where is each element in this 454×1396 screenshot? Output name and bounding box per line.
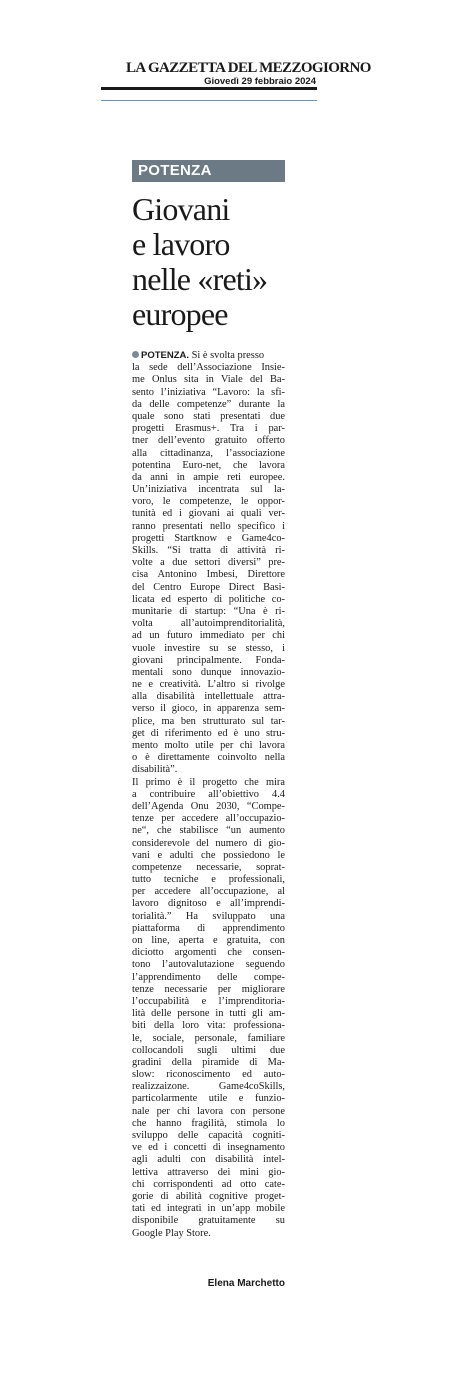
headline-line: e lavoro	[132, 226, 230, 262]
article-body-line: tenze necessarie per migliorare	[132, 983, 285, 995]
article-body-line: Skills. “Si tratta di attività ri-	[132, 545, 285, 556]
article-body-line: vani e adulti che possiedono le	[132, 849, 285, 861]
article-body-line	[132, 350, 285, 362]
article-body-line: tenze per accedere all’occupazio-	[132, 813, 285, 825]
article-body-line: l’occupabilità e l’imprenditoria-	[132, 995, 285, 1007]
article-body-line: giovani principalmente. Fonda-	[132, 654, 285, 666]
article-body-line: da anni in ampie reti europee.	[132, 471, 285, 483]
article-body-line: le, sociale, personale, familiare	[132, 1032, 285, 1044]
article-headline	[132, 192, 292, 332]
article-body-line: alla disabilità intellettuale attra-	[132, 691, 285, 703]
article-body-line: competenze necessarie, soprat-	[132, 861, 285, 873]
article-body-line: mentali sono dunque innovazio-	[132, 666, 285, 678]
headline-line: europee	[132, 296, 228, 332]
dateline-kicker: POTENZA.	[141, 350, 190, 361]
article-body-line: volta all’autoimprenditorialità,	[132, 618, 285, 630]
article-body-line: munitarie di startup: “Una è ri-	[132, 605, 285, 617]
article-body-line: la sede dell’Associazione Insie-	[132, 362, 285, 374]
article-body-line: dell’Agenda Onu 2030, “Compe-	[132, 800, 285, 812]
article-body-line: per accedere all’occupazione, al	[132, 886, 285, 898]
article-body	[132, 350, 285, 1240]
article-body-line: diciotto argomenti che consen-	[132, 947, 285, 959]
article-body-line: plice, ma ben strutturato sul tar-	[132, 715, 285, 727]
article-body-line: o è direttamente coinvolto nella	[132, 752, 285, 764]
article-body-line: collocandoli sugli ultimi due	[132, 1044, 285, 1056]
article-body-line: a contribuire all’obiettivo 4.4	[132, 788, 285, 800]
section-label: POTENZA	[138, 162, 212, 179]
article-body-line: l’apprendimento delle compe-	[132, 971, 285, 983]
publication-date: Giovedì 29 febbraio 2024	[204, 76, 316, 87]
article-body-line: biti della loro vita: professiona-	[132, 1020, 285, 1032]
article-body-line: sviluppo delle capacità cogniti-	[132, 1130, 285, 1141]
article-body-line: cisa Antonino Imbesi, Direttore	[132, 569, 285, 581]
article-body-line: disabilità”.	[132, 764, 178, 776]
article-body-line: Il primo è il progetto che mira	[132, 776, 285, 788]
article-body-line: vuole investire su se stesso, i	[132, 642, 285, 654]
article-body-line: lettiva attraverso dei mini gio-	[132, 1166, 285, 1178]
article-body-line: lità delle persone in tutti gli am-	[132, 1008, 285, 1020]
article-body-line: lavoro dignitoso e all’imprendi-	[132, 898, 285, 910]
article-body-line: get di riferimento ed è uno stru-	[132, 727, 285, 739]
article-body-line: particolarmente utile e funzio-	[132, 1093, 285, 1105]
article-body-line: quale sono stati presentati due	[132, 410, 285, 422]
article-body-line: nale per chi lavora con persone	[132, 1105, 285, 1117]
article-body-line: del Centro Europe Direct Basi-	[132, 581, 285, 593]
article-body-line: ne“, che stabilisce “un aumento	[132, 825, 285, 837]
article-body-line: verso il gioco, in apparenza sem-	[132, 703, 285, 715]
bullet-dot-icon	[132, 351, 139, 358]
article-body-line: realizzaizone. Game4coSkills,	[132, 1081, 285, 1093]
article-body-line: alla cittadinanza, l’associazione	[132, 447, 285, 459]
masthead-rule	[101, 87, 317, 90]
article-body-line: gorie di abilità cognitive proget-	[132, 1190, 285, 1202]
article-body-line: me Onlus sita in Viale del Ba-	[132, 374, 285, 386]
article-body-line: disponibile gratuitamente su	[132, 1215, 285, 1227]
article-body-line: da delle competenze” durante la	[132, 398, 285, 410]
author-byline: Elena Marchetto	[207, 1278, 285, 1289]
article-body-line: torialità.” Ha sviluppato una	[132, 910, 285, 922]
article-body-line: gradini della piramide di Ma-	[132, 1056, 285, 1068]
headline-line: nelle «reti»	[132, 261, 268, 297]
article-body-line: progetti Erasmus+. Tra i par-	[132, 423, 285, 435]
article-body-line: voro, le competenze, le oppor-	[132, 496, 285, 508]
article-body-line: mento molto utile per chi lavora	[132, 740, 285, 751]
article-body-line: potentina Euro-net, che lavora	[132, 459, 285, 471]
article-body-text: Si è svolta presso	[189, 350, 265, 361]
article-body-line: ad un futuro immediato per chi	[132, 630, 285, 642]
article-body-line: agli adulti con disabilità intel-	[132, 1154, 285, 1166]
article-body-line: tutto tecniche e professionali,	[132, 874, 285, 886]
article-body-line: licata ed esperto di politiche co-	[132, 593, 285, 605]
article-body-line: on line, aperta e gratuita, con	[132, 935, 285, 946]
article-body-line: tunità ed i giovani ai quali ver-	[132, 508, 285, 520]
article-body-line: Google Play Store.	[132, 1227, 211, 1239]
article-body-line: slow: riconoscimento ed auto-	[132, 1069, 285, 1081]
article-body-line: chi corrispondenti ad otto cate-	[132, 1178, 285, 1190]
article-body-line: Un’iniziativa incentrata sul la-	[132, 484, 285, 496]
article-body-line: ve ed i concetti di insegnamento	[132, 1142, 285, 1154]
article-body-line: piattaforma di apprendimento	[132, 922, 285, 934]
article-body-line: volte a due settori diversi” pre-	[132, 557, 285, 569]
section-label-band	[132, 160, 285, 182]
article-body-line: tati ed integrati in un’app mobile	[132, 1203, 285, 1215]
article-body-line: tono l’autovalutazione seguendo	[132, 959, 285, 971]
article-body-line: tner dell’evento gratuito offerto	[132, 435, 285, 447]
article-body-line: ranno presentati nello specifico i	[132, 520, 285, 532]
masthead-accent-rule	[101, 100, 317, 101]
article-body-line: che hanno fragilità, stimola lo	[132, 1117, 285, 1129]
newspaper-masthead: LA GAZZETTA DEL MEZZOGIORNO	[126, 60, 371, 76]
article-body-line: considerevole del numero di gio-	[132, 837, 285, 849]
article-body-line: ne e creatività. L’altro si rivolge	[132, 679, 285, 691]
headline-line: Giovani	[132, 191, 230, 227]
article-body-line: progetti Startknow e Game4co-	[132, 532, 285, 544]
article-body-line: sento l’iniziativa “Lavoro: la sfi-	[132, 386, 285, 398]
